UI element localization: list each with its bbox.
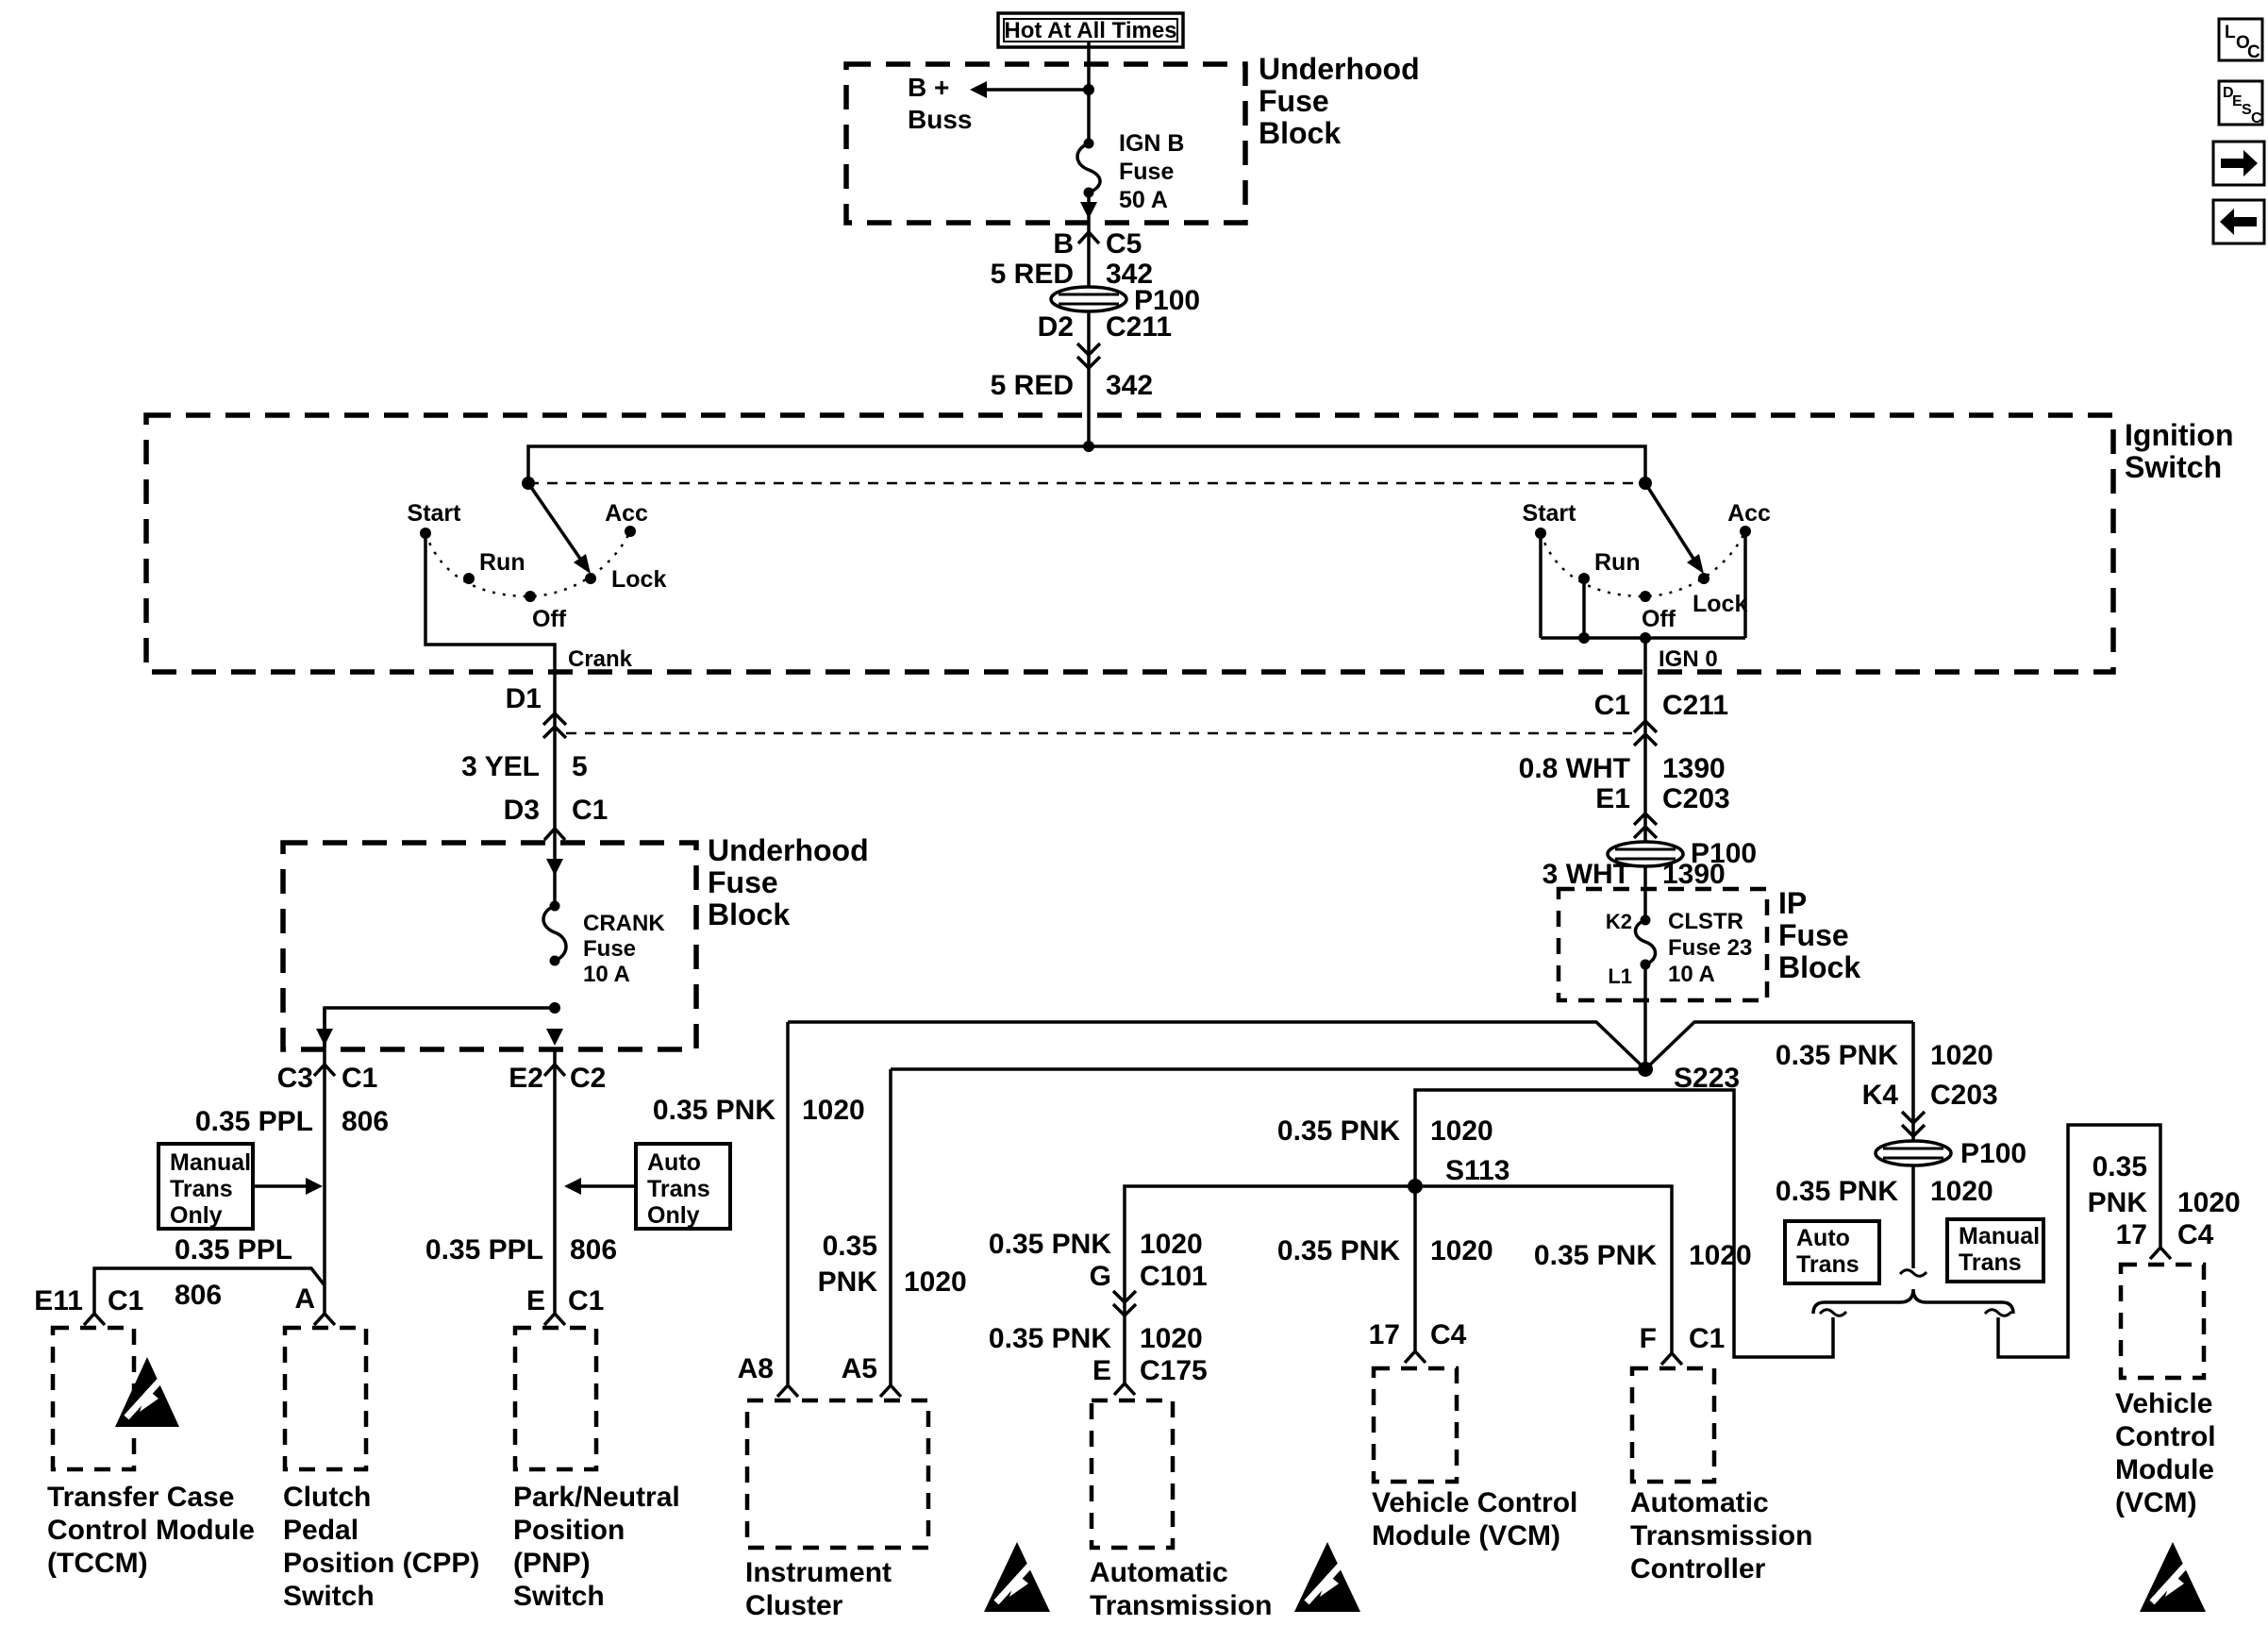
connector-chevron-icon: [1405, 1351, 1426, 1363]
manual-trans-line2: Trans: [1959, 1249, 2022, 1276]
acc-label: Acc: [1727, 500, 1771, 527]
ign0-output-label: IGN 0: [1659, 646, 1718, 672]
conn-c1: C1: [342, 1063, 378, 1094]
connector-chevron-icon: [1661, 1353, 1682, 1365]
wire-gauge: 0.35 PNK: [1533, 1240, 1657, 1271]
at-name-line2: Transmission: [1090, 1590, 1273, 1621]
prev-page-button[interactable]: [2213, 200, 2264, 243]
pin-g: G: [1089, 1261, 1111, 1292]
conn-c203: C203: [1930, 1080, 1998, 1111]
run-label: Run: [1594, 549, 1641, 576]
vcm-mid-name-line2: Module (VCM): [1372, 1520, 1560, 1551]
atc-name-line1: Automatic: [1630, 1487, 1769, 1518]
run-contact-dot: [463, 573, 475, 584]
pnp-name-line2: Position: [513, 1515, 625, 1546]
ic-name-line2: Cluster: [745, 1590, 843, 1621]
desc-button[interactable]: [2219, 81, 2262, 126]
vcm-right-name-line2: Control: [2115, 1421, 2216, 1452]
wire-circuit: 342: [1106, 370, 1154, 401]
connector-chevron-icon: [84, 1314, 105, 1325]
tccm-name-line3: (TCCM): [47, 1548, 148, 1579]
junction-dot: [1083, 441, 1094, 452]
switch-wiper: [1645, 483, 1693, 559]
ignition-switch-right-gang: [1523, 477, 1772, 672]
feed-wire-to-ignition-switch: [991, 42, 1200, 446]
connector-chevron-icon: [2150, 1248, 2171, 1259]
loc-letter-o: O: [2236, 33, 2250, 53]
run-label: Run: [479, 549, 525, 576]
s113-label: S113: [1445, 1155, 1510, 1186]
desc-letter-s: S: [2242, 102, 2252, 118]
buss-label: Buss: [908, 105, 973, 134]
ign-b-fuse-amps: 50 A: [1119, 187, 1168, 213]
wiper-arrowhead-icon: [574, 554, 591, 574]
connector-chevron-icon: [1114, 1383, 1135, 1395]
wire-gauge-line2: PNK: [817, 1266, 877, 1298]
component-instrument-cluster: [745, 1400, 928, 1621]
wire-gauge: 0.35 PNK: [1775, 1176, 1898, 1207]
p100-label: P100: [1134, 285, 1201, 316]
switch-wiper: [528, 483, 580, 559]
s223-label: S223: [1674, 1063, 1741, 1094]
wire-circuit: 5: [572, 751, 588, 782]
wiper-arrowhead-icon: [1687, 554, 1704, 574]
wire-gauge: 0.35 PPL: [425, 1234, 543, 1266]
wire-gauge: 0.35 PPL: [194, 1106, 313, 1137]
wire-gauge: 0.35 PNK: [1775, 1040, 1898, 1071]
start-label: Start: [407, 500, 461, 527]
ign0-branch: [788, 672, 1913, 1094]
atc-outline: [1632, 1368, 1714, 1482]
loc-button[interactable]: [2219, 19, 2262, 62]
conn-c1: C1: [1689, 1323, 1726, 1354]
crank-fuse-element-icon: [543, 906, 566, 961]
p100-label: P100: [1960, 1138, 2027, 1169]
ufb1-name-line2: Fuse: [1259, 84, 1329, 118]
pin-d3: D3: [503, 795, 540, 826]
crank-fuse-name: CRANK: [583, 911, 665, 936]
pin-d2: D2: [1037, 311, 1074, 343]
branch-wire: [325, 1008, 555, 1048]
ip-name-line2: Fuse: [1778, 918, 1849, 952]
switch-feed-rail: [528, 446, 1645, 483]
ip-fuse-block: [1559, 886, 1860, 1000]
wire-gauge: 5 RED: [990, 259, 1074, 290]
wire-gauge: 0.35 PNK: [1276, 1235, 1400, 1266]
pin-e2: E2: [509, 1063, 543, 1094]
down-arrowhead-icon: [546, 1029, 563, 1046]
wire-gauge: 0.8 WHT: [1518, 753, 1630, 784]
connector-chevron-icon: [314, 1314, 335, 1325]
esd-warning-icon: [2140, 1542, 2206, 1612]
conn-c211: C211: [1106, 311, 1173, 343]
left-arrowhead-icon: [564, 1178, 581, 1195]
ign-b-fuse-element-icon: [1077, 143, 1100, 193]
ignition-switch: [146, 415, 2234, 672]
wire-circuit: 1020: [904, 1266, 967, 1298]
component-cpp-switch: [283, 1328, 479, 1612]
loc-letter-l: L: [2225, 23, 2236, 42]
component-pnp-switch: [513, 1328, 680, 1612]
manual-trans-only-line1: Manual: [170, 1149, 252, 1176]
pnp-name-line1: Park/Neutral: [513, 1482, 680, 1513]
connector-chevron-icon: [777, 1385, 901, 1397]
ufb2-name-line1: Underhood: [708, 833, 869, 867]
ignition-switch-name-line1: Ignition: [2125, 418, 2234, 452]
pin-c1: C1: [1593, 690, 1630, 721]
p100-label: P100: [1691, 838, 1758, 869]
wire-circuit: 1020: [1430, 1235, 1493, 1266]
pin-e1: E1: [1595, 783, 1630, 814]
wire-gauge: 0.35 PNK: [988, 1229, 1111, 1260]
crank-fuse-word: Fuse: [583, 936, 637, 962]
instrument-cluster-outline: [747, 1400, 928, 1548]
next-page-button[interactable]: [2213, 142, 2264, 185]
wire-gauge: 0.35 PPL: [175, 1234, 293, 1266]
auto-trans-line2: Trans: [1796, 1251, 1859, 1278]
auto-trans-only-line3: Only: [647, 1202, 700, 1229]
wire-gauge: 3 YEL: [461, 751, 540, 782]
lock-contact-dot: [1698, 573, 1709, 584]
desc-letter-e: E: [2232, 93, 2243, 109]
lock-label: Lock: [1693, 591, 1748, 617]
pin-k2: K2: [1605, 910, 1632, 933]
harness-break-icon: [1985, 1310, 2011, 1316]
ufb2-name-line3: Block: [708, 897, 791, 931]
component-vcm-mid: [1372, 1368, 1577, 1551]
p100-passthrough-icon: [1876, 1141, 1951, 1165]
wire-gauge: 3 WHT: [1542, 859, 1630, 890]
conn-c211: C211: [1662, 690, 1729, 721]
s113-network: [989, 1090, 1833, 1395]
ignition-switch-name-line2: Switch: [2125, 450, 2223, 484]
tccm-name-line2: Control Module: [47, 1515, 255, 1546]
acc-contact-dot: [625, 526, 636, 537]
conn-c175: C175: [1140, 1355, 1208, 1386]
right-arrowhead-icon: [306, 1178, 323, 1195]
s223-splice-dot: [1638, 1062, 1653, 1077]
clstr-fuse-name: CLSTR: [1668, 909, 1743, 934]
vcm-right-name-line1: Vehicle: [2115, 1388, 2213, 1419]
harness-break-icon: [1820, 1310, 1846, 1316]
wire-circuit: 806: [570, 1234, 618, 1266]
auto-trans-line1: Auto: [1796, 1225, 1850, 1251]
pin-c3: C3: [276, 1063, 313, 1094]
pnp-leg: [425, 1049, 730, 1325]
ic-name-line1: Instrument: [745, 1557, 892, 1588]
conn-c101: C101: [1140, 1261, 1208, 1292]
instrument-cluster-drops: [653, 1022, 967, 1397]
tccm-name-line1: Transfer Case: [47, 1482, 235, 1513]
junction-dot: [1640, 632, 1651, 644]
component-automatic-transmission: [1090, 1400, 1272, 1621]
harness-break-icon: [1900, 1270, 1926, 1277]
component-atc: [1630, 1368, 1812, 1584]
clstr-fuse-element-icon: [1636, 920, 1656, 964]
wire-gauge: 0.35 PNK: [988, 1323, 1111, 1354]
switch-position-arc: [425, 531, 630, 596]
down-arrowhead-icon: [546, 859, 563, 876]
vcm-right-name-line3: Module: [2115, 1454, 2214, 1485]
conn-c5: C5: [1106, 228, 1142, 260]
nav-buttons: [2213, 19, 2264, 243]
desc-letter-c: C: [2251, 110, 2262, 126]
start-label: Start: [1522, 500, 1576, 527]
s223-splice: [788, 964, 1913, 1094]
cpp-name-line2: Pedal: [283, 1515, 359, 1546]
wire-circuit: 1020: [802, 1095, 865, 1126]
esd-warning-icon: [1294, 1542, 1360, 1612]
vcm-mid-name-line1: Vehicle Control: [1372, 1487, 1578, 1518]
auto-transmission-outline: [1092, 1400, 1173, 1548]
k4-trans-select: [1776, 1022, 2241, 1357]
cpp-name-line1: Clutch: [283, 1482, 372, 1513]
ip-name-line3: Block: [1778, 950, 1861, 984]
wire-circuit: 806: [175, 1280, 223, 1311]
pin-a8: A8: [737, 1353, 774, 1384]
lock-contact-dot: [585, 573, 596, 584]
underhood-fuse-block-1-outline: [846, 64, 1245, 223]
pnp-outline: [515, 1328, 596, 1469]
wire-circuit: 1020: [1930, 1176, 1993, 1207]
pin-a5: A5: [841, 1353, 877, 1384]
off-contact-dot: [1640, 591, 1651, 602]
lock-label: Lock: [611, 566, 667, 593]
underhood-fuse-block-1: [846, 52, 1420, 223]
pin-a: A: [294, 1283, 315, 1315]
pin-k4: K4: [1861, 1080, 1898, 1111]
auto-trans-only-line1: Auto: [647, 1149, 701, 1176]
wire-circuit: 1020: [1689, 1240, 1752, 1271]
component-vcm-right: [2115, 1265, 2216, 1612]
ign-b-fuse-word: Fuse: [1119, 159, 1175, 185]
wire-gauge: 5 RED: [990, 370, 1074, 401]
ufb1-name-line1: Underhood: [1259, 52, 1420, 86]
crank-branch: [34, 672, 1632, 1325]
connector-chevron-icon: [544, 1314, 565, 1325]
s223-top-fanout: [788, 1022, 1913, 1069]
esd-warning-icon: [115, 1357, 179, 1427]
off-label: Off: [1641, 606, 1676, 632]
underhood-fuse-block-2: [283, 833, 869, 1049]
pin-17: 17: [1368, 1319, 1400, 1350]
atc-name-line2: Transmission: [1630, 1520, 1813, 1551]
wire-gauge: 0.35 PNK: [1276, 1115, 1400, 1147]
pin-b: B: [1053, 228, 1074, 260]
hot-at-all-times-tag: [998, 13, 1183, 47]
b-plus-label: B +: [908, 73, 950, 102]
auto-trans-only-line2: Trans: [647, 1176, 710, 1202]
wire-circuit: 1390: [1662, 753, 1726, 784]
acc-label: Acc: [605, 500, 648, 527]
vcm-right-outline: [2121, 1265, 2204, 1378]
pnp-name-line4: Switch: [513, 1581, 605, 1612]
wire-circuit: 1020: [1430, 1115, 1493, 1147]
cpp-tccm-leg: [34, 1008, 389, 1325]
cpp-name-line3: Position (CPP): [283, 1548, 480, 1579]
manual-trans-line1: Manual: [1959, 1223, 2041, 1249]
ignition-switch-left-gang: [408, 477, 667, 672]
ufb2-name-line2: Fuse: [708, 865, 778, 899]
vcm-right-name-line4: (VCM): [2115, 1487, 2197, 1518]
wire-gauge-line1: 0.35: [822, 1231, 877, 1262]
b-plus-arrowhead-icon: [970, 81, 987, 98]
p100-passthrough-icon: [1051, 287, 1126, 311]
atc-name-line3: Controller: [1630, 1553, 1766, 1584]
hot-at-all-times-label: Hot At All Times: [1004, 18, 1177, 43]
selection-brace-icon: [1813, 1289, 2013, 1314]
cpp-name-line4: Switch: [283, 1581, 375, 1612]
wire-circuit: 1020: [1140, 1323, 1203, 1354]
pin-l1: L1: [1608, 964, 1632, 988]
pin-f: F: [1639, 1323, 1657, 1354]
conn-c1: C1: [108, 1285, 144, 1316]
wire-circuit: 342: [1106, 259, 1154, 290]
clstr-fuse-number: Fuse 23: [1668, 935, 1753, 961]
junction-dot: [549, 1002, 560, 1014]
conn-c1: C1: [572, 795, 609, 826]
conn-c203: C203: [1662, 783, 1730, 814]
crank-fuse-amps: 10 A: [583, 962, 630, 987]
wire-circuit: 806: [342, 1106, 390, 1137]
pin-e: E: [1092, 1355, 1111, 1386]
cpp-outline: [285, 1328, 366, 1469]
component-tccm: [47, 1328, 255, 1579]
s113-splice-dot: [1408, 1179, 1423, 1194]
off-contact-dot: [525, 591, 536, 602]
pin-17: 17: [2115, 1219, 2147, 1250]
wire-circuit: 1020: [1140, 1229, 1203, 1260]
conn-c4: C4: [2177, 1219, 2214, 1250]
wire-circuit: 1020: [2177, 1187, 2241, 1218]
conn-c2: C2: [570, 1063, 607, 1094]
off-label: Off: [531, 606, 567, 632]
pin-d1: D1: [505, 683, 542, 714]
switch-position-arc: [1541, 531, 1745, 596]
wire-gauge: 0.35 PNK: [652, 1095, 775, 1126]
desc-letter-d: D: [2223, 85, 2234, 101]
loc-letter-c: C: [2247, 42, 2260, 62]
wire-gauge-line1: 0.35: [2092, 1151, 2147, 1182]
manual-trans-only-line3: Only: [170, 1202, 223, 1229]
wire-gauge-line2: PNK: [2087, 1187, 2147, 1218]
vcm-mid-outline: [1374, 1368, 1457, 1482]
pin-e: E: [525, 1285, 545, 1316]
start-contact-dot: [420, 528, 431, 539]
junction-dot: [1578, 632, 1590, 644]
manual-trans-only-line2: Trans: [170, 1176, 233, 1202]
conn-c1: C1: [568, 1285, 605, 1316]
clstr-fuse-amps: 10 A: [1668, 962, 1715, 987]
pnp-name-line3: (PNP): [513, 1548, 591, 1579]
ignition-switch-outline: [146, 415, 2113, 672]
wire-circuit: 1020: [1930, 1040, 1993, 1071]
tccm-outline: [53, 1328, 134, 1469]
ufb1-name-line3: Block: [1259, 116, 1342, 150]
ip-name-line1: IP: [1778, 886, 1808, 920]
esd-warning-icon: [984, 1542, 1050, 1612]
pin-e11: E11: [34, 1285, 83, 1316]
ign-b-fuse-name: IGN B: [1119, 130, 1185, 157]
conn-c4: C4: [1430, 1319, 1467, 1350]
wire-circuit: 1390: [1662, 859, 1726, 890]
at-name-line1: Automatic: [1090, 1557, 1228, 1588]
crank-output-label: Crank: [568, 646, 633, 672]
